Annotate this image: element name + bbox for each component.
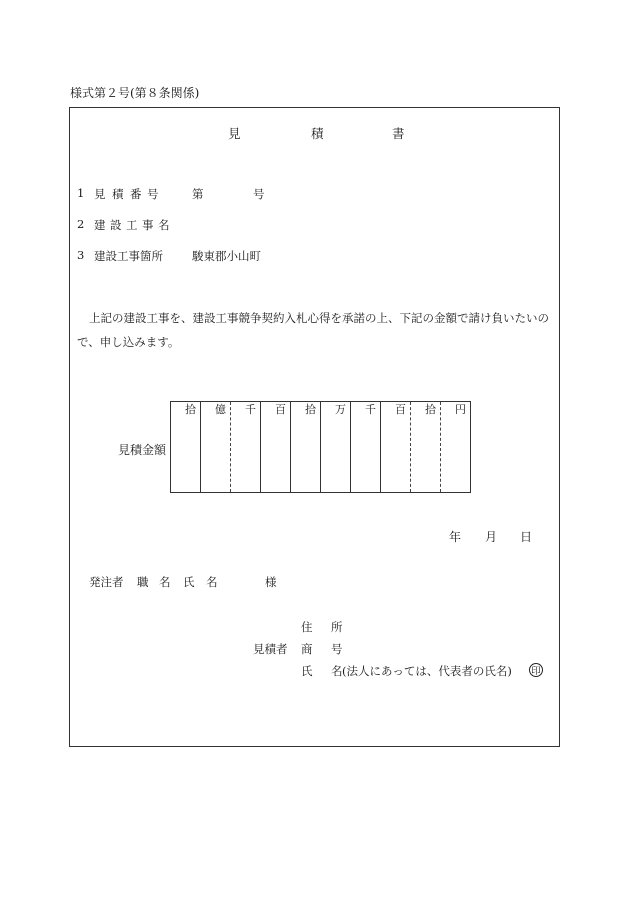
name-char: 名: [331, 664, 343, 678]
estimate-number-suffix: 号: [253, 187, 265, 201]
orderer-title-char: 名: [159, 575, 171, 589]
amount-cell[interactable]: 万: [321, 402, 351, 493]
amount-cell[interactable]: 円: [441, 402, 471, 493]
amount-grid: [170, 401, 471, 493]
label-char: 積: [112, 187, 124, 201]
amount-cell[interactable]: 億: [201, 402, 231, 493]
label-char: 設: [110, 218, 122, 232]
address-char: 所: [331, 620, 343, 634]
amount-cell[interactable]: 千: [231, 402, 261, 493]
orderer-title-char: 名: [206, 575, 218, 589]
location-value: 駿東郡小山町: [192, 249, 261, 263]
orderer-honorific: 様: [265, 575, 277, 589]
name-note: (法人にあっては、代表者の氏名): [342, 664, 512, 678]
amount-cell[interactable]: 百: [381, 402, 411, 493]
orderer-label: 発注者: [89, 575, 124, 589]
location-label: 建設工事箇所: [94, 249, 163, 263]
label-char: 名: [158, 218, 170, 232]
trade-char: 号: [331, 642, 343, 656]
estimator-label: 見積者: [253, 642, 288, 656]
seal-char: 印: [531, 666, 541, 677]
orderer-title-char: 氏: [183, 575, 195, 589]
title-char: 見: [228, 126, 241, 141]
trade-char: 商: [301, 642, 313, 656]
label-char: 番: [130, 187, 142, 201]
statement-text: 上記の建設工事を、建設工事競争契約入札心得を承諾の上、下記の金額で請け負いたいので、申し込みます。: [77, 311, 549, 349]
label-char: 見: [94, 187, 106, 201]
amount-cell[interactable]: 千: [351, 402, 381, 493]
date-year: 年: [449, 530, 462, 544]
amount-cell[interactable]: 拾: [411, 402, 441, 493]
name-char: 氏: [301, 664, 313, 678]
orderer-title-char: 職: [137, 575, 149, 589]
amount-cell[interactable]: 拾: [291, 402, 321, 493]
label-char: 号: [147, 187, 159, 201]
address-char: 住: [301, 620, 313, 634]
seal-icon: [529, 663, 543, 677]
amount-cell[interactable]: 百: [261, 402, 291, 493]
label-char: 建: [94, 218, 106, 232]
amount-label: 見積金額: [118, 443, 167, 457]
label-char: 事: [142, 218, 154, 232]
title-char: 積: [311, 126, 324, 141]
item-number: 3: [77, 248, 85, 262]
label-char: 工: [126, 218, 138, 232]
amount-cell[interactable]: 拾: [171, 402, 201, 493]
date-day: 日: [520, 530, 533, 544]
estimate-number-prefix: 第: [192, 187, 204, 201]
statement-paragraph: [77, 306, 555, 354]
title-char: 書: [392, 126, 405, 141]
item-number: 2: [77, 217, 85, 231]
document-title: [0, 124, 630, 140]
date-month: 月: [485, 530, 498, 544]
item-number: 1: [77, 186, 85, 200]
form-id: 様式第２号(第８条関係): [70, 86, 200, 100]
